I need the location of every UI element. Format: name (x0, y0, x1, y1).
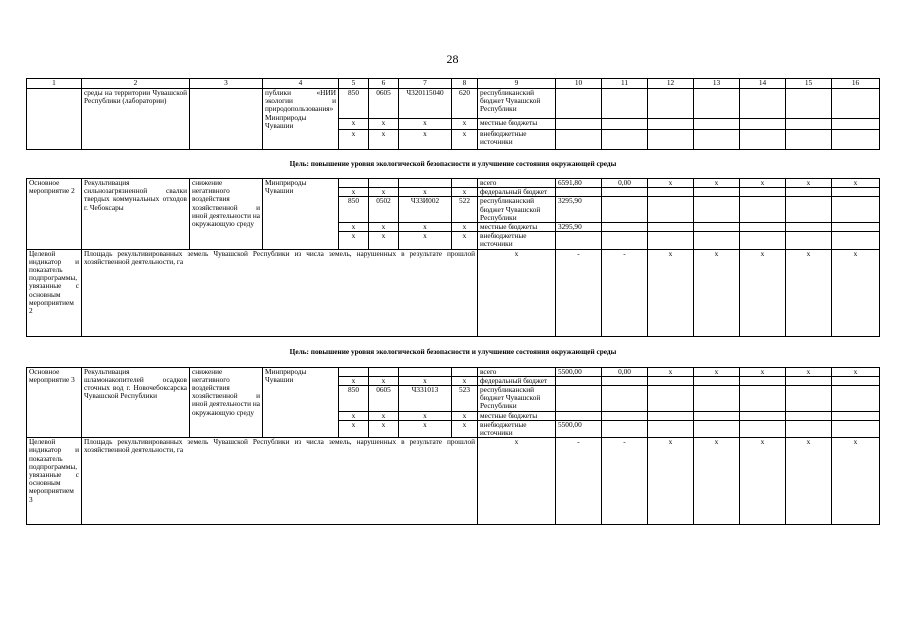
col-header: 14 (740, 79, 786, 89)
col-header: 15 (786, 79, 832, 89)
table-row: х х х х внебюджетные источники 5500,00 (27, 420, 880, 437)
value-cell: х (786, 179, 832, 188)
activity-goal: снижение негативного воздействия хозяйственной и иной деятельности на окружающую среду (190, 367, 263, 438)
funding-source: республиканский бюджет Чувашской Республики (478, 386, 556, 412)
indicator-value: - (602, 249, 648, 336)
indicator-row (27, 438, 880, 525)
indicator-value: х (694, 249, 740, 336)
table-row: х х х х местные бюджеты 3295,90 (27, 223, 880, 232)
funding-source: местные бюджеты (478, 223, 556, 232)
goal-row (27, 150, 880, 179)
table-row: 850 0502 Ч33И002 522 республиканский бюджет Чувашской Республики 3295,90 (27, 197, 880, 223)
table-row: х х х х федеральный бюджет (27, 188, 880, 197)
activity-label: Основное мероприятие 2 (27, 179, 82, 250)
indicator-value: х (832, 249, 880, 336)
table-row: х х х х федеральный бюджет (27, 376, 880, 385)
table-cell: Ч320115040 (399, 89, 452, 119)
col-header: 16 (832, 79, 880, 89)
table-row: 850 0605 Ч331013 523 республиканский бюджет Чувашской Республики (27, 386, 880, 412)
col-header: 2 (82, 79, 190, 89)
funding-source: федеральный бюджет (478, 376, 556, 385)
funding-source: местные бюджеты (478, 118, 556, 129)
page-number: 28 (446, 52, 459, 66)
value-cell: 5500,00 (556, 420, 602, 437)
value-cell: 0,00 (602, 367, 648, 376)
table-row: х х х х внебюджетные источники (27, 232, 880, 249)
value-cell: х (740, 367, 786, 376)
indicator-value: х (648, 249, 694, 336)
table-cell: х (339, 129, 369, 149)
table-cell: 850 (339, 89, 369, 119)
value-cell: 6591,80 (556, 179, 602, 188)
col-header: 4 (263, 79, 339, 89)
table-cell: х (399, 118, 452, 129)
col-header: 12 (648, 79, 694, 89)
value-cell: х (648, 179, 694, 188)
goal-row (27, 336, 880, 367)
value-cell: х (832, 179, 880, 188)
col-header: 3 (190, 79, 263, 89)
col-header: 8 (452, 79, 478, 89)
funding-source: федеральный бюджет (478, 188, 556, 197)
value-cell: х (786, 367, 832, 376)
indicator-label: Целевой индикатор и показатель подпрограммы, увязанные с основным мероприятием 3 (27, 438, 82, 525)
goal-heading: Цель: повышение уровня экологической безопасности и улучшение состояния окружающей среды (27, 336, 880, 367)
executor-text: публики «НИИ экологии и природопользования» Минприроды Чувашии (263, 89, 339, 150)
col-header: 10 (556, 79, 602, 89)
funding-source: внебюджетные источники (478, 420, 556, 437)
value-cell: х (694, 367, 740, 376)
funding-source: внебюджетные источники (478, 232, 556, 249)
value-cell: 5500,00 (556, 367, 602, 376)
executor-text: Минприроды Чувашии (263, 367, 339, 438)
indicator-value: х (648, 438, 694, 525)
indicator-label: Целевой индикатор и показатель подпрограммы, увязанные с основным мероприятием 2 (27, 249, 82, 336)
funding-source: всего (478, 179, 556, 188)
table-cell: х (369, 129, 399, 149)
col-header: 11 (602, 79, 648, 89)
value-cell: х (694, 179, 740, 188)
funding-source: республиканский бюджет Чувашской Республики (478, 89, 556, 119)
program-table (26, 78, 880, 525)
activity-text: среды на территории Чувашской Республики (лаборатории) (82, 89, 190, 150)
executor-text: Минприроды Чувашии (263, 179, 339, 250)
value-cell: х (740, 179, 786, 188)
col-header: 1 (27, 79, 82, 89)
activity-text: Рекультивация сильнозагрязненной свалки твердых коммунальных отходов г. Чебоксары (82, 179, 190, 250)
value-cell: 3295,90 (556, 197, 602, 223)
indicator-row (27, 249, 880, 336)
value-cell: х (648, 367, 694, 376)
table-cell: х (369, 118, 399, 129)
activity-text: Рекультивация шламонакопителей осадков сточных вод г. Новочебоксарска Чувашской Республики (82, 367, 190, 438)
indicator-value: х (832, 438, 880, 525)
indicator-value: х (786, 249, 832, 336)
activity-goal: снижение негативного воздействия хозяйственной и иной деятельности на окружающую среду (190, 179, 263, 250)
table-cell: 0605 (369, 89, 399, 119)
indicator-text: Площадь рекультивированных земель Чувашской Республики из числа земель, нарушенных в результате прошлой хозяйственной деятельности, га (82, 249, 478, 336)
value-cell: х (832, 367, 880, 376)
funding-source: внебюджетные источники (478, 129, 556, 149)
indicator-value: - (556, 249, 602, 336)
indicator-value: х (740, 249, 786, 336)
value-cell: 3295,90 (556, 223, 602, 232)
funding-source: всего (478, 367, 556, 376)
indicator-value: - (602, 438, 648, 525)
col-header: 5 (339, 79, 369, 89)
col-header: 9 (478, 79, 556, 89)
funding-source: местные бюджеты (478, 411, 556, 420)
col-header: 7 (399, 79, 452, 89)
table-cell: х (452, 118, 478, 129)
table-row (27, 179, 880, 188)
indicator-value: х (786, 438, 832, 525)
table-cell: х (452, 129, 478, 149)
activity-label: Основное мероприятие 3 (27, 367, 82, 438)
goal-heading: Цель: повышение уровня экологической безопасности и улучшение состояния окружающей среды (27, 150, 880, 179)
indicator-text: Площадь рекультивированных земель Чувашской Республики из числа земель, нарушенных в результате прошлой хозяйственной деятельности, га (82, 438, 478, 525)
col-header: 13 (694, 79, 740, 89)
indicator-value: х (478, 438, 556, 525)
col-header: 6 (369, 79, 399, 89)
funding-source: республиканский бюджет Чувашской Республики (478, 197, 556, 223)
table-cell: х (399, 129, 452, 149)
indicator-value: - (556, 438, 602, 525)
indicator-value: х (740, 438, 786, 525)
table-cell: 620 (452, 89, 478, 119)
indicator-value: х (478, 249, 556, 336)
indicator-value: х (694, 438, 740, 525)
column-numbers-row (27, 79, 880, 89)
table-cell: х (339, 118, 369, 129)
table-row (27, 89, 880, 119)
table-row: х х х х местные бюджеты (27, 411, 880, 420)
table-row (27, 367, 880, 376)
value-cell: 0,00 (602, 179, 648, 188)
